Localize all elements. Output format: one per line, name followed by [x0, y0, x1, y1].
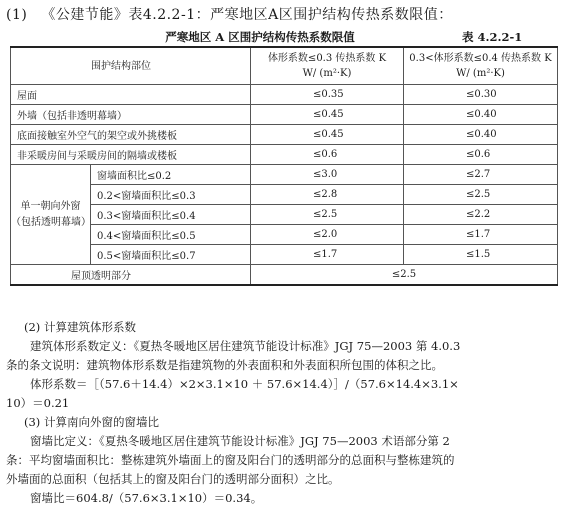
row-value-1: ≤2.5	[251, 205, 404, 225]
section2-line4: 10）＝0.21	[6, 396, 70, 410]
page-heading	[6, 4, 453, 24]
section3-title: (3) 计算南向外窗的窗墙比	[24, 415, 159, 429]
row-value-2: ≤1.7	[404, 225, 558, 245]
row-value-2: ≤2.5	[404, 185, 558, 205]
table-row	[11, 265, 558, 286]
window-ratio-label: 0.3<窗墙面积比≤0.4	[91, 205, 251, 225]
row-value-1: ≤0.45	[251, 105, 404, 125]
header-col1-line2: W/ (m²·K)	[302, 68, 352, 79]
table-row	[11, 125, 558, 145]
row-value-1: ≤3.0	[251, 165, 404, 185]
row-value-2: ≤0.6	[404, 145, 558, 165]
row-value-2: ≤2.7	[404, 165, 558, 185]
heading-number: (1)	[6, 7, 28, 23]
window-ratio-label: 0.2<窗墙面积比≤0.3	[91, 185, 251, 205]
row-label: 屋顶透明部分	[11, 265, 251, 286]
row-value-merged: ≤2.5	[251, 265, 558, 286]
table-row	[11, 185, 558, 205]
heat-transfer-table	[10, 46, 558, 286]
header-part: 围护结构部位	[11, 47, 251, 85]
header-col1	[251, 47, 404, 85]
row-value-1: ≤0.45	[251, 125, 404, 145]
header-col2	[404, 47, 558, 85]
section3-line1: 窗墙比定义：《夏热冬暖地区居住建筑节能设计标准》JGJ 75—2003 术语部分第 2	[30, 434, 450, 448]
window-ratio-label: 0.4<窗墙面积比≤0.5	[91, 225, 251, 245]
window-group-label-line1: 单一朝向外窗	[20, 200, 81, 212]
row-value-1: ≤2.8	[251, 185, 404, 205]
section3-line2: 条：平均窗墙面积比：整栋建筑外墙面上的窗及阳台门的透明部分的总面积与整栋建筑的	[6, 453, 455, 467]
table-title: 严寒地区 A 区围护结构传热系数限值	[165, 30, 355, 44]
section3-line3: 外墙面的总面积（包括其上的窗及阳台门的透明部分面积）之比。	[6, 472, 340, 486]
row-value-1: ≤2.0	[251, 225, 404, 245]
window-ratio-label: 窗墙面积比≤0.2	[91, 165, 251, 185]
window-ratio-label: 0.5<窗墙面积比≤0.7	[91, 245, 251, 265]
table-row	[11, 225, 558, 245]
row-value-1: ≤1.7	[251, 245, 404, 265]
table-row	[11, 145, 558, 165]
row-value-2: ≤0.40	[404, 125, 558, 145]
section2-title: (2) 计算建筑体形系数	[24, 320, 136, 334]
table-row	[11, 105, 558, 125]
row-value-1: ≤0.35	[251, 85, 404, 105]
heading-text: 《公建节能》表4.2.2-1：严寒地区A区围护结构传热系数限值：	[41, 7, 453, 23]
table-caption	[0, 27, 562, 45]
header-col2-line1: 0.3<体形系数≤0.4 传热系数 K	[409, 53, 552, 64]
row-label: 外墙（包括非透明幕墙）	[11, 105, 251, 125]
row-label: 非采暖房间与采暖房间的隔墙或楼板	[11, 145, 251, 165]
section2-line3: 体形系数＝［（57.6＋14.4）×2×3.1×10 ＋ 57.6×14.4）］/（57.6×14.4×3.1×	[30, 377, 459, 391]
table-row	[11, 85, 558, 105]
table-code: 表 4.2.2-1	[462, 30, 523, 44]
header-col2-line2: W/ (m²·K)	[456, 68, 505, 79]
row-label: 屋面	[11, 85, 251, 105]
header-col1-line1: 体形系数≤0.3 传热系数 K	[267, 53, 387, 64]
window-group-label	[11, 165, 91, 265]
row-value-2: ≤0.40	[404, 105, 558, 125]
table-row	[11, 245, 558, 265]
row-value-2: ≤2.2	[404, 205, 558, 225]
row-value-2: ≤0.30	[404, 85, 558, 105]
row-value-1: ≤0.6	[251, 145, 404, 165]
table-row	[11, 165, 558, 185]
row-value-2: ≤1.5	[404, 245, 558, 265]
window-group-label-line2: （包括透明幕墙）	[11, 216, 91, 228]
section2-line1: 建筑体形系数定义：《夏热冬暖地区居住建筑节能设计标准》JGJ 75—2003 第 4.0.3	[30, 339, 461, 353]
section2-line2: 条的条文说明：建筑物体形系数是指建筑物的外表面积和外表面积所包围的体积之比。	[6, 358, 443, 372]
table-row	[11, 205, 558, 225]
table-header-row	[11, 47, 558, 85]
row-label: 底面接触室外空气的架空或外挑楼板	[11, 125, 251, 145]
section3-line4: 窗墙比＝604.8/（57.6×3.1×10）＝0.34。	[30, 491, 263, 505]
